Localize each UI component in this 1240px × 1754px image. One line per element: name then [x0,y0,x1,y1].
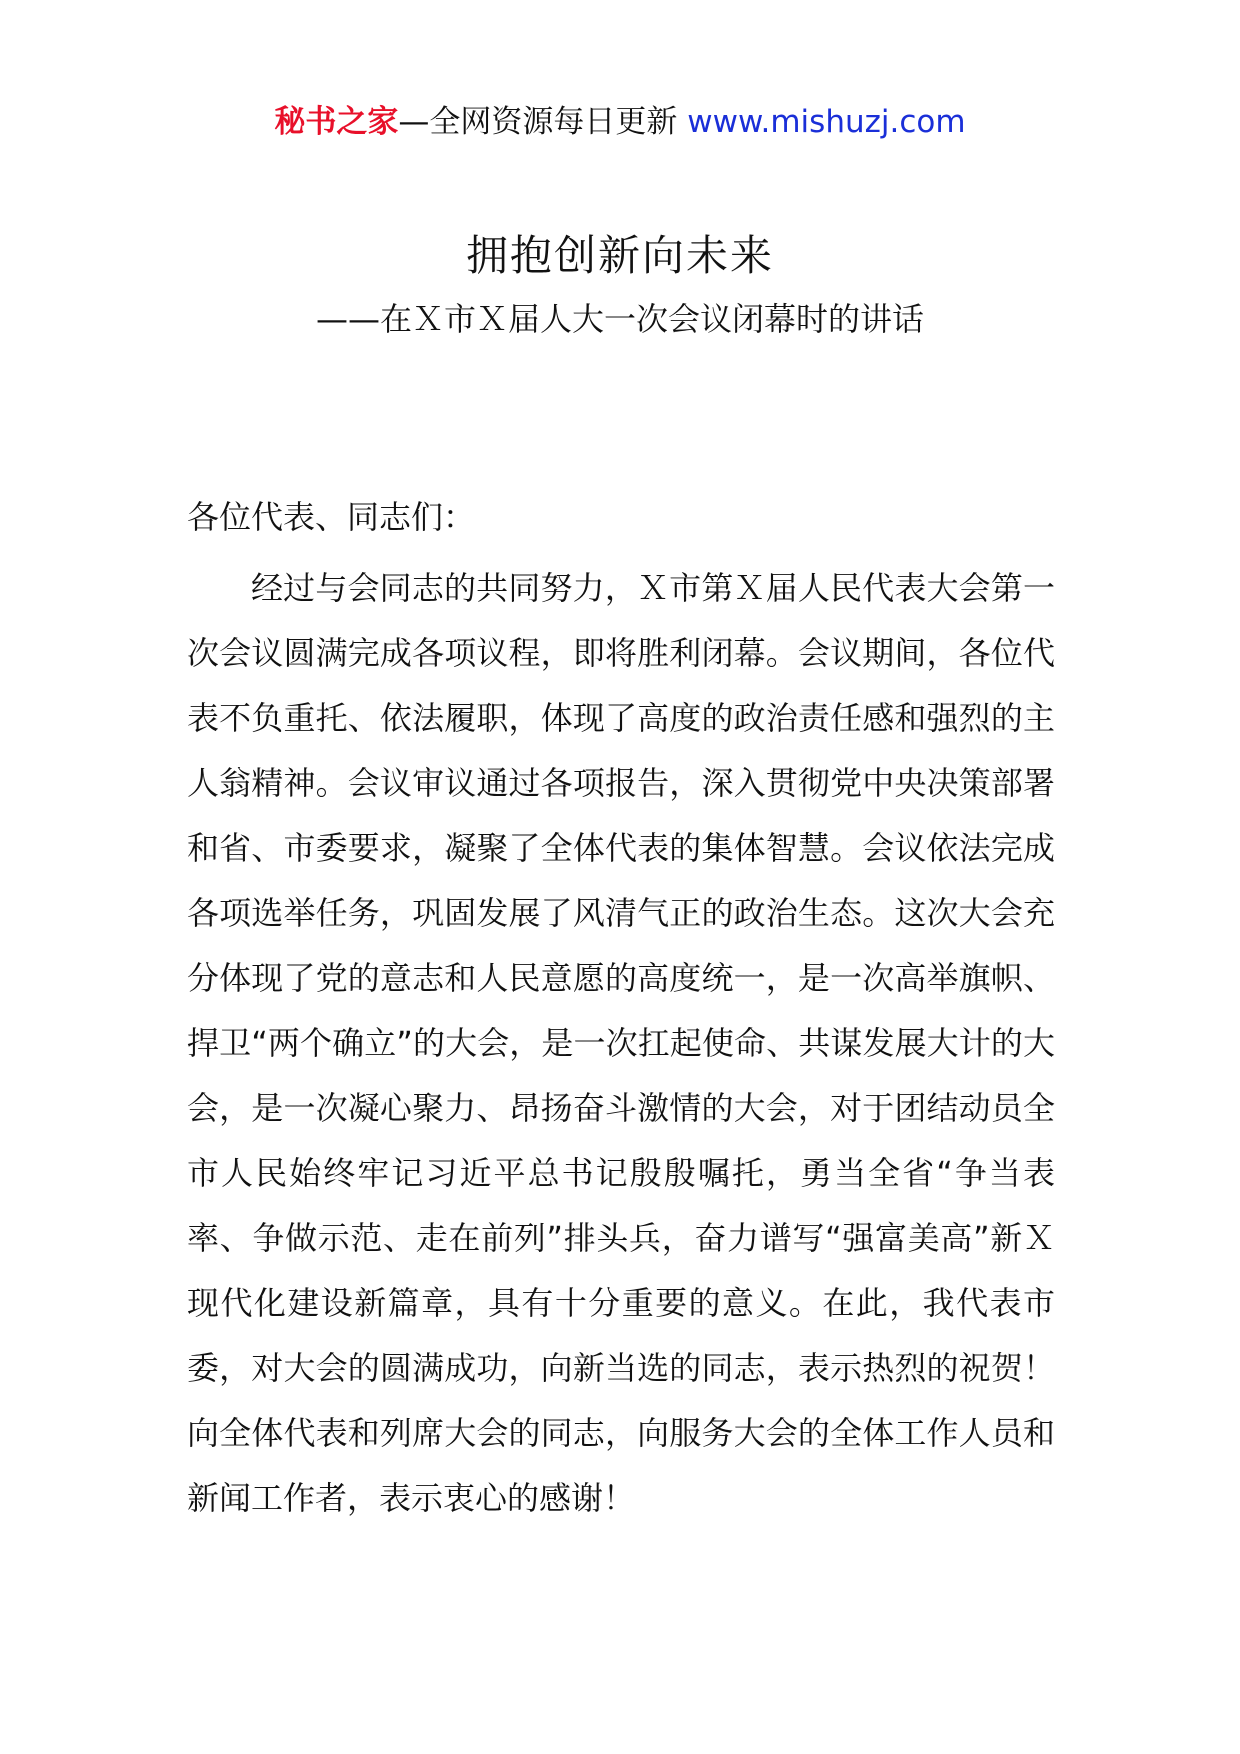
document-subtitle: ——在Ｘ市Ｘ届人大一次会议闭幕时的讲话 [315,300,924,338]
site-banner [0,100,1240,144]
brand-name: 秘书之家 [274,104,399,140]
body-paragraph: 经过与会同志的共同努力，Ｘ市第Ｘ届人民代表大会第一次会议圆满完成各项议程，即将胜利闭幕。会议期间，各位代表不负重托、依法履职，体现了高度的政治责任感和强烈的主人翁精神。会议审议通过各项报告，深入贯彻党中央决策部署和省、市委要求，凝聚了全体代表的集体智慧。会议依法完成各项选举任务，巩固发展了风清气正的政治生态。这次大会充分体现了党的意志和人民意愿的高度统一，是一次高举旗帜、捍卫“两个确立”的大会，是一次扛起使命、共谋发展大计的大会，是一次凝心聚力、昂扬奋斗激情的大会，对于团结动员全市人民始终牢记习近平总书记殷殷嘱托，勇当全省“争当表率、争做示范、走在前列”排头兵，奋力谱写“强富美高”新Ｘ现代化建设新篇章，具有十分重要的意义。在此，我代表市委，对大会的圆满成功，向新当选的同志，表示热烈的祝贺！向全体代表和列席大会的同志，向服务大会的全体工作人员和新闻工作者，表示衷心的感谢！ [187,569,1055,1517]
salutation: 各位代表、同志们： [187,498,476,536]
site-url-link[interactable]: www.mishuzj.com [687,104,966,140]
document-title: 拥抱创新向未来 [465,231,774,280]
banner-tagline: —全网资源每日更新 [398,104,688,140]
